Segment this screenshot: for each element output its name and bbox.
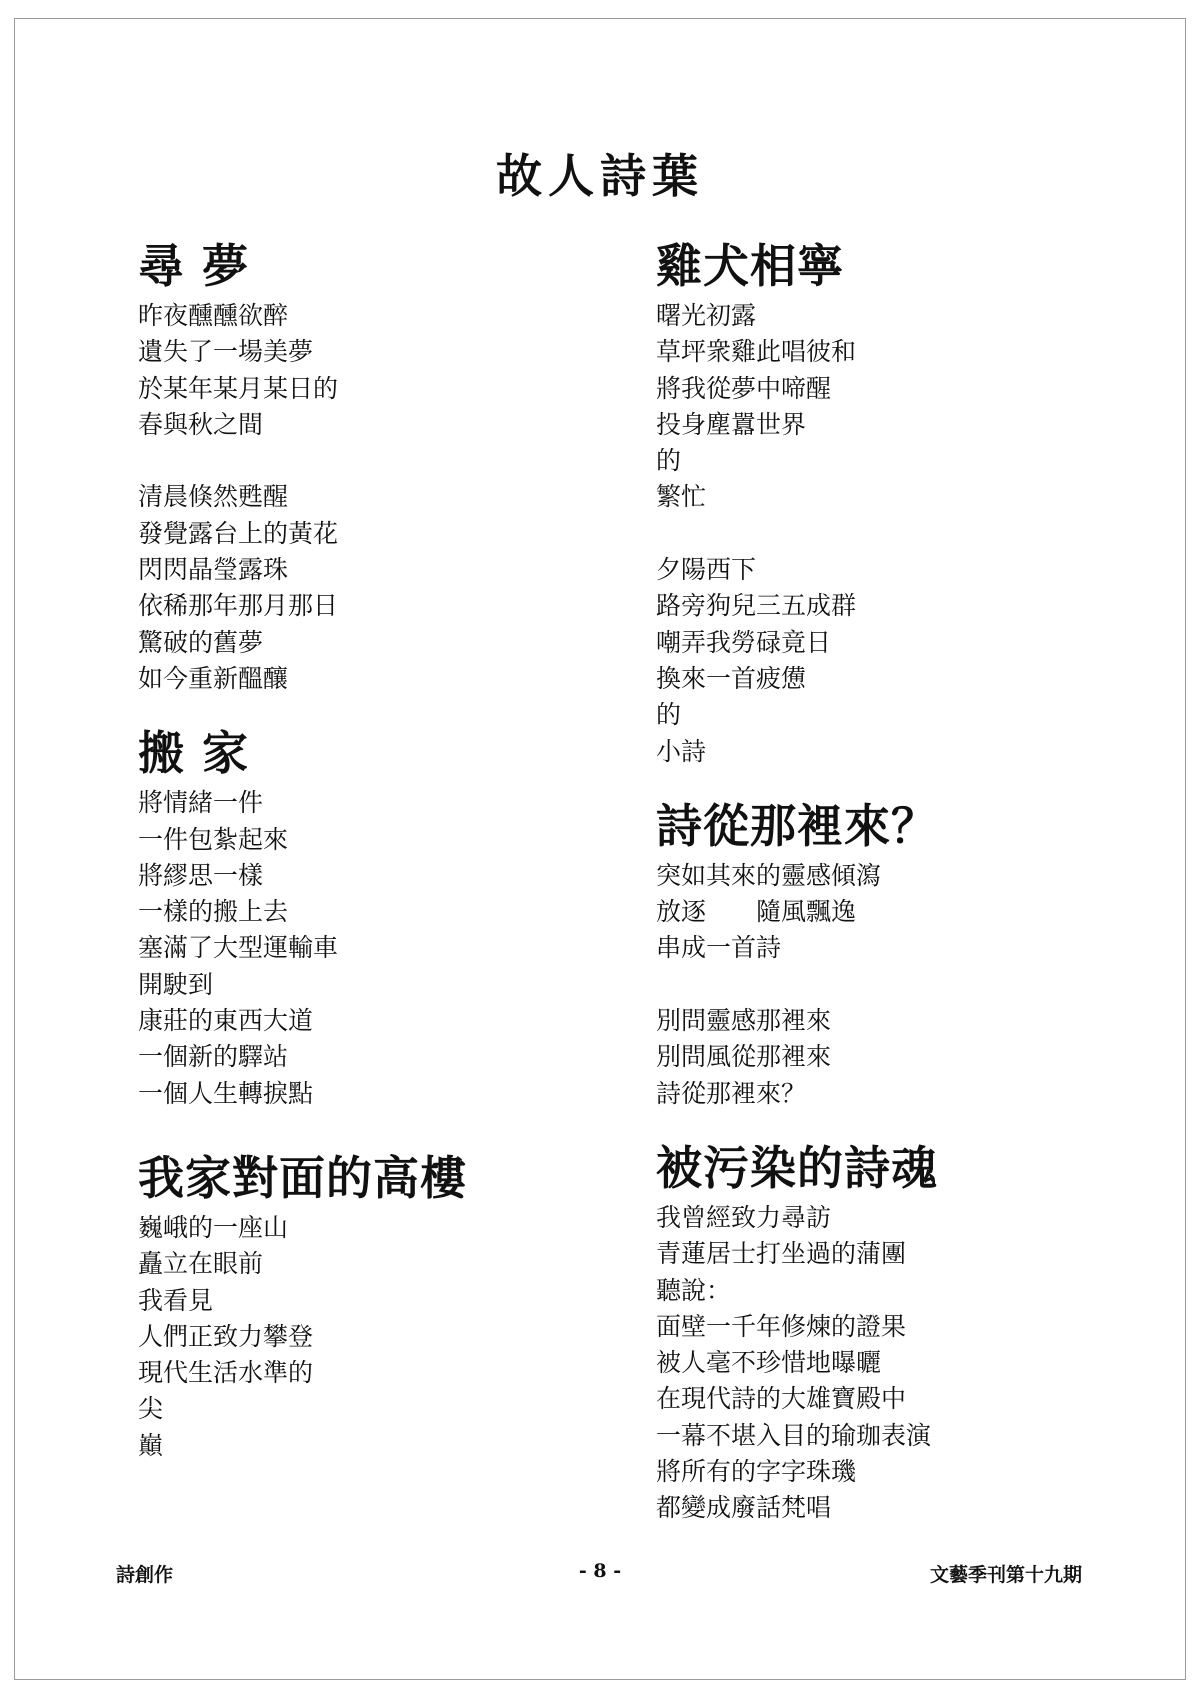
poem-line: 投身塵囂世界 — [656, 409, 807, 439]
poem-line: 繁忙 — [656, 482, 707, 512]
poem-line: 放逐 隨風飄逸 — [656, 897, 857, 927]
stanza-gap — [138, 443, 578, 479]
poem-line: 將情緒一件 — [138, 788, 264, 818]
poem-line: 曙光初露 — [656, 301, 757, 330]
poem-line: 被人毫不珍惜地曝曬 — [656, 1348, 882, 1378]
poem-title: 詩從那裡來？ — [656, 798, 938, 853]
poem-line: 在現代詩的大雄寶殿中 — [656, 1384, 907, 1414]
poem-title: 雞犬相寧 — [656, 239, 844, 293]
poem-line: 將所有的字字珠璣 — [656, 1457, 857, 1487]
poem-line: 現代生活水準的 — [138, 1358, 314, 1388]
poem-line: 別問風從那裡來 — [656, 1042, 832, 1072]
poem-line: 青蓮居士打坐過的蒲團 — [656, 1239, 907, 1269]
poem-line: 串成一首詩 — [656, 933, 782, 963]
poem-line: 路旁狗兒三五成群 — [656, 591, 857, 621]
poem-line: 嘲弄我勞碌竟日 — [656, 627, 832, 657]
poem-line: 一幕不堪入目的瑜珈表演 — [656, 1420, 932, 1450]
poem — [138, 1150, 578, 1464]
left-column — [138, 238, 578, 1464]
stanza-gap — [656, 967, 1096, 1003]
poem-line: 都變成廢話梵唱 — [656, 1493, 832, 1523]
poem — [656, 798, 1096, 1112]
poem-line: 矗立在眼前 — [138, 1249, 264, 1279]
poem-title: 搬 家 — [138, 726, 250, 781]
publication-name: 文藝季刊第十九期 — [929, 1564, 1082, 1586]
poem-line: 巍峨的一座山 — [138, 1212, 289, 1242]
poem-line: 的 — [656, 446, 682, 476]
poem-line: 清晨倏然甦醒 — [138, 482, 289, 512]
poem — [656, 1140, 1096, 1527]
poem — [138, 238, 578, 697]
poem-line: 昨夜醺醺欲醉 — [138, 301, 289, 330]
poem-line: 人們正致力攀登 — [138, 1321, 314, 1351]
poem-line: 開駛到 — [138, 969, 214, 999]
page-number: - 8 - — [578, 1560, 622, 1582]
poem-line: 小詩 — [656, 736, 707, 766]
poem-line: 於某年某月某日的 — [138, 373, 339, 403]
poem-line: 聽說： — [656, 1275, 732, 1305]
right-column — [656, 238, 1096, 1527]
stanza-gap — [656, 516, 1096, 552]
poem-line: 換來一首疲憊 — [656, 663, 807, 693]
poem-line: 夕陽西下 — [656, 555, 757, 585]
poem-line: 發覺露台上的黃花 — [138, 518, 339, 548]
page-title: 故人詩葉 — [496, 149, 704, 203]
poem-line: 一個新的驛站 — [138, 1042, 289, 1072]
poem-title: 被污染的詩魂 — [656, 1140, 938, 1195]
poem-line: 將繆思一樣 — [138, 860, 264, 890]
poem — [656, 238, 1096, 770]
poem-line: 一樣的搬上去 — [138, 897, 289, 927]
poem-line: 閃閃晶瑩露珠 — [138, 555, 289, 585]
poem-title: 我家對面的高樓 — [138, 1150, 467, 1205]
poem-line: 一個人生轉捩點 — [138, 1078, 314, 1108]
poem-title: 尋 夢 — [138, 239, 250, 293]
poem-line: 尖 — [138, 1394, 164, 1424]
poem-line: 將我從夢中啼醒 — [656, 373, 832, 403]
poem-line: 春與秋之間 — [138, 409, 264, 439]
poem-line: 驚破的舊夢 — [138, 627, 264, 657]
poem-line: 依稀那年那月那日 — [138, 591, 339, 621]
poem-line: 如今重新醞釀 — [138, 663, 289, 693]
poem-line: 巔 — [138, 1430, 164, 1460]
poem-line: 詩從那裡來？ — [656, 1078, 807, 1108]
poem-line: 面壁一千年修煉的證果 — [656, 1311, 907, 1341]
poem-line: 我曾經致力尋訪 — [656, 1202, 832, 1232]
footer-section-label: 詩創作 — [116, 1564, 174, 1586]
poem — [138, 725, 578, 1112]
poem-line: 塞滿了大型運輸車 — [138, 933, 339, 963]
poem-line: 的 — [656, 700, 682, 730]
poem-line: 草坪衆雞此唱彼和 — [656, 337, 857, 367]
poem-line: 一件包紮起來 — [138, 824, 289, 854]
poem-line: 遺失了一場美夢 — [138, 337, 314, 367]
poem-line: 突如其來的靈感傾瀉 — [656, 860, 882, 890]
poem-line: 我看見 — [138, 1285, 214, 1315]
poem-line: 別問靈感那裡來 — [656, 1006, 832, 1036]
poem-line: 康莊的東西大道 — [138, 1006, 314, 1036]
